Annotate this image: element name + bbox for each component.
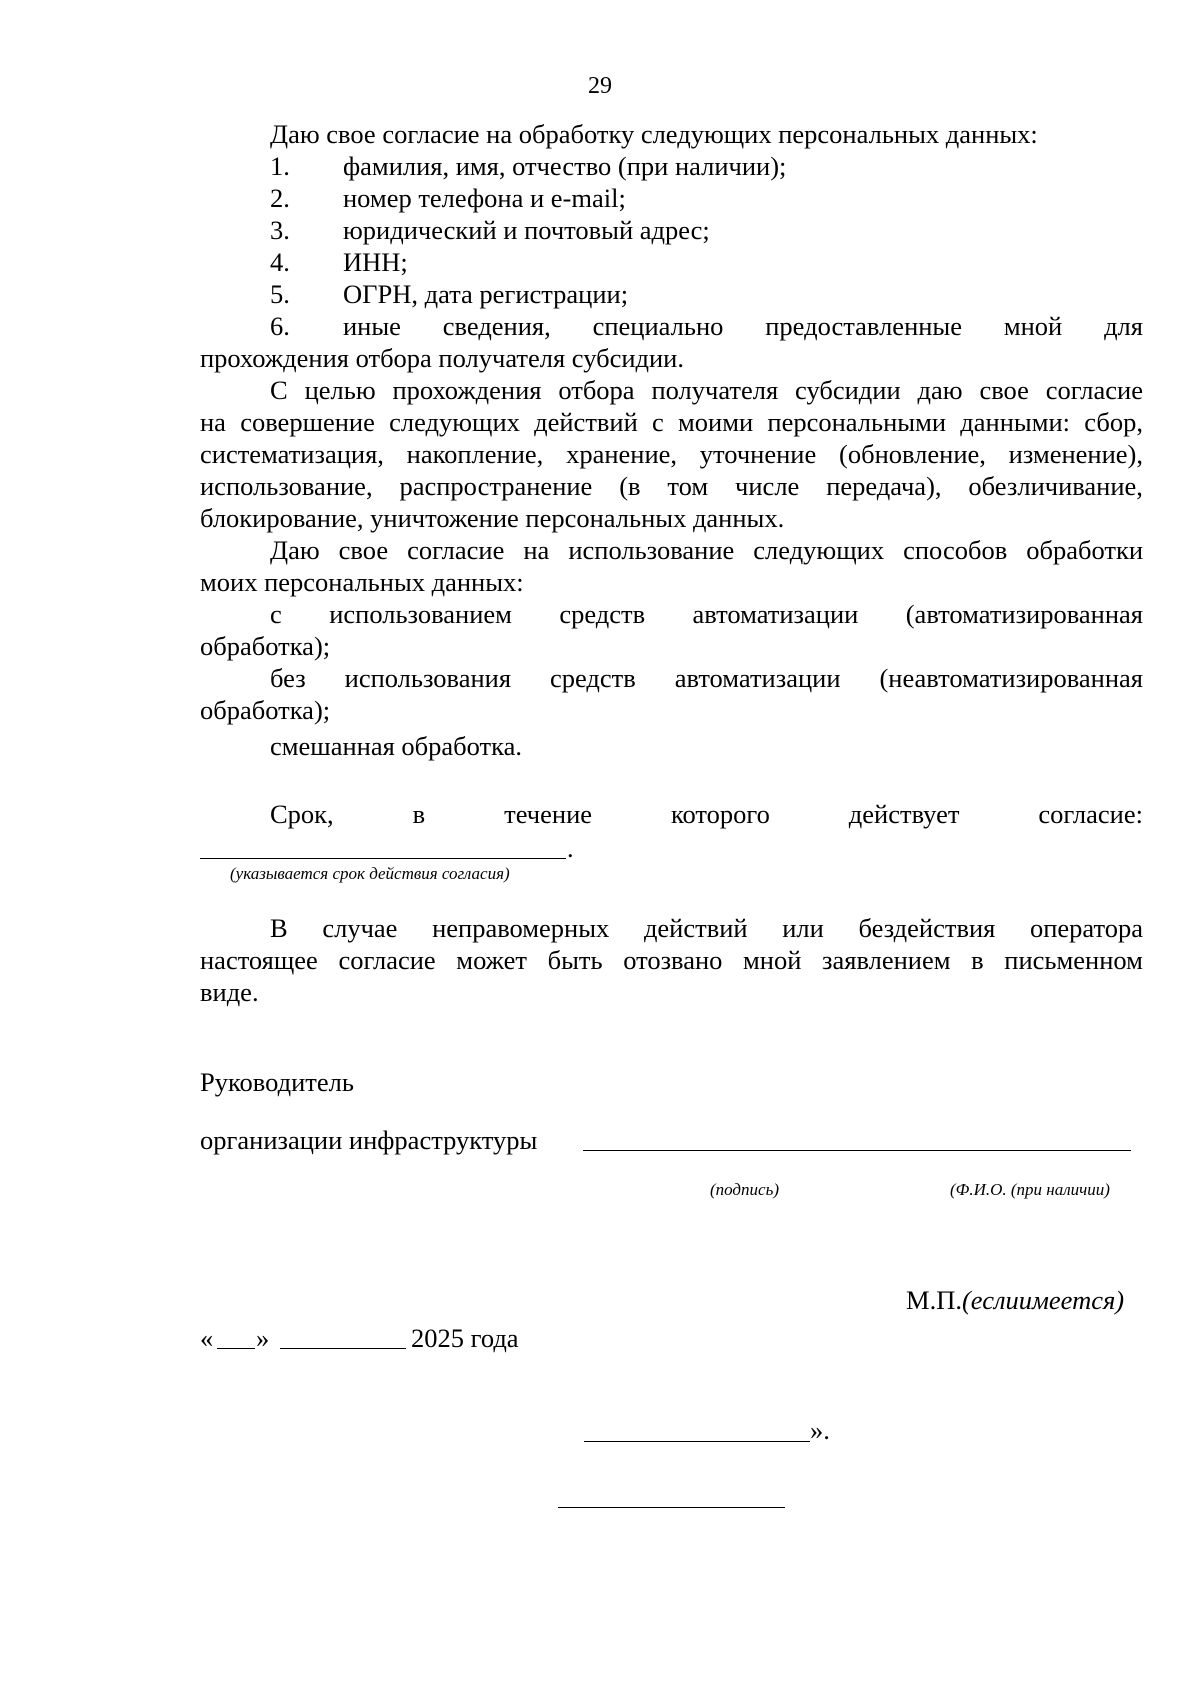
word: том: [667, 471, 709, 501]
word: согласие: [1045, 375, 1143, 405]
word: В: [270, 913, 288, 943]
word: Срок,: [270, 799, 334, 829]
word: обезличивание,: [968, 471, 1143, 501]
date-month-blank[interactable]: [280, 1348, 406, 1349]
word: целью: [304, 375, 376, 405]
word: автоматизации: [674, 663, 841, 693]
word: способов: [903, 535, 1008, 565]
word: средств: [549, 663, 636, 693]
word: настоящее: [200, 945, 318, 975]
closing-quote-mark: ».: [810, 1415, 830, 1445]
word: прохождения: [392, 375, 542, 405]
word: согласие: [407, 535, 505, 565]
word: моими: [678, 407, 754, 437]
list-item: номер телефона и e-mail;: [343, 183, 626, 213]
word: или: [782, 913, 824, 943]
word: совершение: [240, 407, 375, 437]
word: отозвано: [623, 945, 723, 975]
word: на: [523, 535, 550, 565]
list-item-number: 2.: [270, 183, 290, 213]
revocation-line-1: [270, 912, 1143, 944]
purpose-line-1: [270, 374, 1143, 406]
method-automated: [270, 598, 1143, 630]
signatory-role-line-1: Руководитель: [200, 1067, 354, 1097]
consent-intro: Даю свое согласие на обработку следующих персональных данных:: [270, 119, 1038, 149]
date-close-quote: »: [256, 1323, 270, 1353]
list-item-6-continuation: прохождения отбора получателя субсидии.: [200, 343, 684, 373]
term-blank-line[interactable]: [200, 858, 566, 859]
stamp-note: [906, 1284, 1124, 1316]
list-item: юридический и почтовый адрес;: [343, 215, 710, 245]
word: бездействия: [858, 913, 996, 943]
word: на: [200, 407, 226, 437]
word: сведения,: [442, 311, 551, 341]
method-non-automated: [270, 662, 1143, 694]
word: (неавтоматизированная: [879, 663, 1143, 693]
word: уточнение: [699, 439, 817, 469]
word: (в: [619, 471, 641, 501]
word: следующих: [753, 535, 885, 565]
purpose-line-2: [200, 406, 1143, 438]
word: предоставленные: [765, 311, 962, 341]
word: согласие: [338, 945, 436, 975]
date-open-quote: «: [200, 1323, 214, 1353]
word: мной: [743, 945, 802, 975]
list-item-number: 3.: [270, 215, 290, 245]
word: сбор,: [1084, 407, 1143, 437]
full-name-caption: (Ф.И.О. (при наличии): [950, 1180, 1110, 1199]
purpose-line-5: блокирование, уничтожение персональных данных.: [200, 503, 785, 533]
word: согласие:: [1038, 799, 1143, 829]
purpose-line-4: [200, 470, 1143, 502]
word: неправомерных: [432, 913, 610, 943]
word: заявлением: [822, 945, 951, 975]
word: использование,: [200, 471, 373, 501]
revocation-line-3: виде.: [200, 977, 259, 1007]
word: (автоматизированная: [905, 599, 1143, 629]
word: в: [412, 799, 426, 829]
word: Даю: [270, 535, 320, 565]
word: числе: [735, 471, 800, 501]
list-item-number: 5.: [270, 279, 290, 309]
word: передача),: [826, 471, 942, 501]
stamp-label: М.П.: [906, 1285, 962, 1315]
word: использование: [568, 535, 735, 565]
purpose-line-3: [200, 438, 1143, 470]
word: распространение: [399, 471, 593, 501]
word: следующих: [389, 407, 520, 437]
stamp-condition: (еслиимеется): [961, 1285, 1125, 1315]
term-hint: (указывается срок действия согласия): [230, 864, 510, 883]
end-separator-line: [558, 1507, 785, 1508]
list-item: ОГРН, дата регистрации;: [343, 279, 629, 309]
revocation-line-2: [200, 944, 1143, 976]
signatory-role-line-2: организации инфраструктуры: [200, 1125, 538, 1155]
word: систематизация,: [200, 439, 384, 469]
page-number: 29: [588, 73, 612, 99]
word: течение: [504, 799, 593, 829]
word: (обновление,: [839, 439, 986, 469]
method-mixed: смешанная обработка.: [270, 731, 522, 761]
word: мной: [1003, 311, 1063, 341]
list-item-number: 1.: [270, 151, 290, 181]
term-line: [270, 798, 1143, 830]
word: специально: [592, 311, 724, 341]
list-item-number: 4.: [270, 247, 290, 277]
method-automated-continuation: обработка);: [200, 631, 331, 661]
word: в: [971, 945, 984, 975]
word: действий: [643, 913, 748, 943]
word: может: [456, 945, 527, 975]
word: накопление,: [406, 439, 544, 469]
date-day-blank[interactable]: [217, 1348, 255, 1349]
word: отбора: [558, 375, 635, 405]
word: с: [270, 599, 282, 629]
word: С: [270, 375, 288, 405]
method-non-automated-continuation: обработка);: [200, 695, 331, 725]
signature-line[interactable]: [583, 1150, 1131, 1151]
word: которого: [670, 799, 770, 829]
word: изменение),: [1008, 439, 1143, 469]
list-item: фамилия, имя, отчество (при наличии);: [343, 151, 787, 181]
word: хранение,: [566, 439, 678, 469]
word: средств: [559, 599, 646, 629]
word: свое: [979, 375, 1029, 405]
methods-line-2: моих персональных данных:: [200, 567, 524, 597]
list-item: ИНН;: [343, 247, 408, 277]
word: оператора: [1029, 913, 1143, 943]
word: данными:: [960, 407, 1071, 437]
list-item-6-line1: [343, 310, 1143, 342]
word: письменном: [1004, 945, 1143, 975]
date-year-text: 2025 года: [411, 1323, 519, 1353]
methods-line-1: [270, 534, 1143, 566]
word: даю: [917, 375, 963, 405]
word: получателя: [651, 375, 779, 405]
word: быть: [547, 945, 603, 975]
term-period: .: [567, 833, 574, 863]
signature-caption: (подпись): [710, 1180, 779, 1199]
list-item-number: 6.: [270, 311, 290, 341]
word: действует: [848, 799, 960, 829]
word: обработки: [1026, 535, 1143, 565]
closing-blank-line: [584, 1441, 810, 1442]
word: действий: [534, 407, 638, 437]
word: с: [652, 407, 664, 437]
word: иные: [343, 311, 401, 341]
word: использованием: [329, 599, 512, 629]
word: использования: [344, 663, 512, 693]
word: автоматизации: [692, 599, 859, 629]
word: свое: [338, 535, 389, 565]
word: случае: [322, 913, 398, 943]
word: для: [1104, 311, 1143, 341]
word: персональными: [767, 407, 947, 437]
word: без: [270, 663, 306, 693]
word: субсидии: [795, 375, 901, 405]
